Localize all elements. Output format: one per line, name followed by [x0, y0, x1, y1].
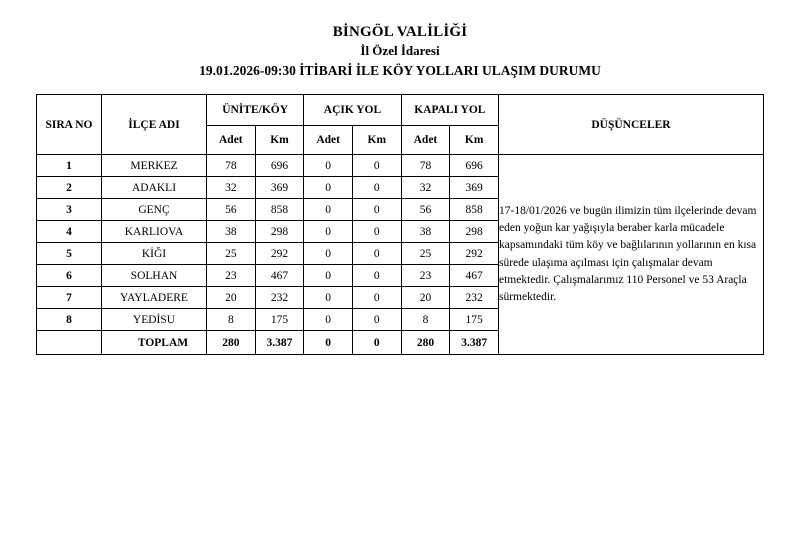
cell-acik-adet: 0 — [304, 309, 353, 331]
cell-sira-no: 4 — [37, 221, 102, 243]
cell-kapali-adet: 78 — [401, 155, 450, 177]
cell-acik-adet: 0 — [304, 221, 353, 243]
cell-total-kapali-adet: 280 — [401, 331, 450, 355]
cell-total-unite-km: 3.387 — [255, 331, 304, 355]
cell-ilce-adi: KARLIOVA — [102, 221, 207, 243]
header-acik-yol: AÇIK YOL — [304, 95, 401, 126]
cell-kapali-adet: 56 — [401, 199, 450, 221]
cell-acik-adet: 0 — [304, 155, 353, 177]
cell-total-kapali-km: 3.387 — [450, 331, 499, 355]
cell-total-label: TOPLAM — [102, 331, 207, 355]
header-unite-koy: ÜNİTE/KÖY — [207, 95, 304, 126]
cell-sira-no: 8 — [37, 309, 102, 331]
cell-kapali-km: 858 — [450, 199, 499, 221]
table-container — [36, 94, 764, 355]
cell-acik-km: 0 — [352, 287, 401, 309]
cell-acik-km: 0 — [352, 243, 401, 265]
cell-ilce-adi: MERKEZ — [102, 155, 207, 177]
cell-sira-no: 5 — [37, 243, 102, 265]
cell-acik-km: 0 — [352, 199, 401, 221]
header-title-report: 19.01.2026-09:30 İTİBARİ İLE KÖY YOLLARI ULAŞIM DURUMU — [199, 62, 601, 78]
table-body — [37, 155, 764, 355]
road-status-table — [36, 94, 764, 355]
cell-unite-km: 175 — [255, 309, 304, 331]
cell-total-unite-adet: 280 — [207, 331, 256, 355]
cell-acik-adet: 0 — [304, 287, 353, 309]
cell-unite-adet: 38 — [207, 221, 256, 243]
cell-unite-km: 298 — [255, 221, 304, 243]
cell-unite-km: 292 — [255, 243, 304, 265]
cell-kapali-adet: 25 — [401, 243, 450, 265]
cell-unite-km: 858 — [255, 199, 304, 221]
cell-unite-km: 369 — [255, 177, 304, 199]
cell-unite-adet: 23 — [207, 265, 256, 287]
table-header-row-1 — [37, 95, 764, 126]
cell-total-acik-adet: 0 — [304, 331, 353, 355]
cell-kapali-km: 298 — [450, 221, 499, 243]
cell-acik-adet: 0 — [304, 243, 353, 265]
cell-sira-no: 7 — [37, 287, 102, 309]
cell-acik-km: 0 — [352, 265, 401, 287]
cell-ilce-adi: KİĞI — [102, 243, 207, 265]
cell-unite-adet: 32 — [207, 177, 256, 199]
cell-unite-adet: 56 — [207, 199, 256, 221]
cell-kapali-km: 696 — [450, 155, 499, 177]
cell-unite-adet: 8 — [207, 309, 256, 331]
cell-ilce-adi: ADAKLI — [102, 177, 207, 199]
header-sira-no: SIRA NO — [37, 95, 102, 155]
header-ilce-adi: İLÇE ADI — [102, 95, 207, 155]
cell-kapali-adet: 38 — [401, 221, 450, 243]
dusunceler-text: 17-18/01/2026 ve bugün ilimizin tüm ilçelerinde devam eden yoğun kar yağışıyla beraber karla mücadele kapsamındaki tüm köy ve bağlılarının yollarının en kısa sürede ulaşıma açılması için çalışmalar devam etmektedir. Çalışmalarımız 110 Personel ve 53 Araçla sürmektedir. — [499, 204, 757, 304]
cell-unite-km: 467 — [255, 265, 304, 287]
cell-ilce-adi: YAYLADERE — [102, 287, 207, 309]
cell-acik-adet: 0 — [304, 265, 353, 287]
cell-acik-adet: 0 — [304, 177, 353, 199]
header-title-department: İl Özel İdaresi — [360, 43, 440, 59]
cell-unite-km: 232 — [255, 287, 304, 309]
cell-kapali-adet: 20 — [401, 287, 450, 309]
header-kapali-km: Km — [450, 126, 499, 155]
cell-ilce-adi: SOLHAN — [102, 265, 207, 287]
cell-sira-no: 3 — [37, 199, 102, 221]
cell-dusunceler — [499, 155, 764, 355]
header-unite-km: Km — [255, 126, 304, 155]
cell-unite-km: 696 — [255, 155, 304, 177]
cell-acik-km: 0 — [352, 177, 401, 199]
cell-kapali-adet: 8 — [401, 309, 450, 331]
header-acik-adet: Adet — [304, 126, 353, 155]
cell-sira-no: 2 — [37, 177, 102, 199]
header-unite-adet: Adet — [207, 126, 256, 155]
cell-total-sira — [37, 331, 102, 355]
table-head — [37, 95, 764, 155]
header-acik-km: Km — [352, 126, 401, 155]
cell-kapali-adet: 23 — [401, 265, 450, 287]
table-row — [37, 155, 764, 177]
header-dusunceler: DÜŞÜNCELER — [499, 95, 764, 155]
cell-sira-no: 6 — [37, 265, 102, 287]
header-kapali-adet: Adet — [401, 126, 450, 155]
cell-kapali-km: 467 — [450, 265, 499, 287]
cell-acik-km: 0 — [352, 155, 401, 177]
document-header — [0, 0, 800, 80]
cell-acik-km: 0 — [352, 221, 401, 243]
cell-unite-adet: 78 — [207, 155, 256, 177]
cell-kapali-km: 175 — [450, 309, 499, 331]
header-title-province: BİNGÖL VALİLİĞİ — [332, 24, 468, 40]
cell-kapali-km: 232 — [450, 287, 499, 309]
header-kapali-yol: KAPALI YOL — [401, 95, 498, 126]
cell-kapali-km: 292 — [450, 243, 499, 265]
cell-ilce-adi: GENÇ — [102, 199, 207, 221]
cell-unite-adet: 25 — [207, 243, 256, 265]
cell-sira-no: 1 — [37, 155, 102, 177]
cell-kapali-adet: 32 — [401, 177, 450, 199]
cell-kapali-km: 369 — [450, 177, 499, 199]
cell-total-acik-km: 0 — [352, 331, 401, 355]
cell-ilce-adi: YEDİSU — [102, 309, 207, 331]
cell-acik-km: 0 — [352, 309, 401, 331]
cell-acik-adet: 0 — [304, 199, 353, 221]
cell-unite-adet: 20 — [207, 287, 256, 309]
